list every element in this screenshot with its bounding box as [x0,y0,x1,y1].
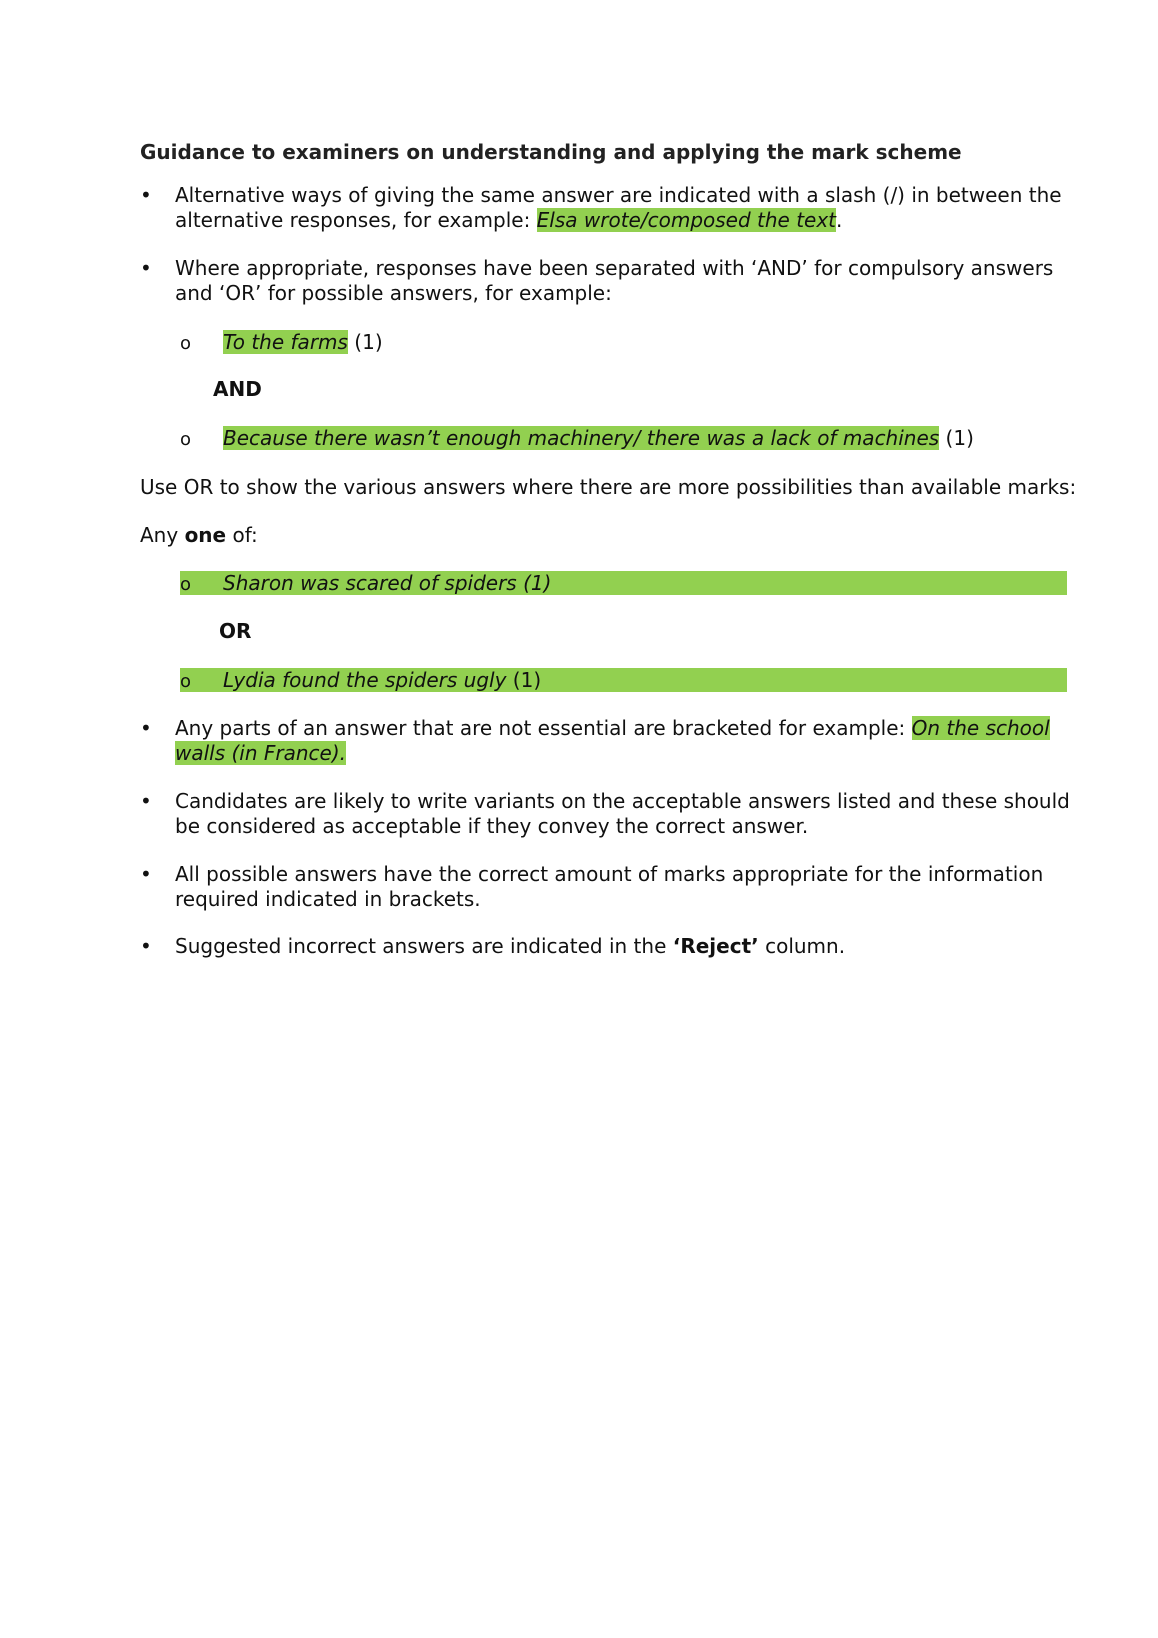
bullet-variants [140,789,1070,839]
bullet-text: Where appropriate, responses have been separated with ‘AND’ for compulsory answers and ‘OR’ for possible answers, for example: [175,256,1054,305]
bullet-text-tail: . [836,208,843,232]
guidance-heading: Guidance to examiners on understanding and applying the mark scheme [140,140,962,164]
reject-label: ‘Reject’ [672,934,759,958]
bullet-icon: • [140,183,152,207]
mark-value: (1) [506,668,542,692]
any-prefix: Any [140,523,185,547]
bullet-text: Any parts of an answer that are not essential are bracketed for example: [175,716,912,740]
and-example-item-1 [180,330,383,356]
bullet-reject-column [140,934,1070,959]
or-connector: OR [219,619,252,643]
bullet-icon: • [140,934,152,958]
circle-bullet-icon: o [180,429,192,450]
bullet-text: All possible answers have the correct amount of marks appropriate for the information required indicated in brackets. [175,862,1044,911]
bullet-icon: • [140,256,152,280]
or-example-item-2 [180,668,1067,692]
highlighted-example-continued: walls (in France). [175,741,347,765]
or-example-item-1 [180,571,1067,595]
bullet-text-tail: column. [758,934,846,958]
bullet-text: Alternative ways of giving the same answer are indicated with a slash (/) in between the alternative responses, for example: [175,183,1062,232]
highlighted-answer: To the farms [223,330,348,354]
bullet-alternative-answers [140,183,1070,233]
any-suffix: of: [226,523,258,547]
bullet-icon: • [140,789,152,813]
highlighted-answer: Sharon was scared of spiders (1) [223,571,552,595]
and-connector: AND [213,377,262,401]
bullet-and-or [140,256,1070,306]
highlighted-example: On the school [911,716,1050,740]
bullet-icon: • [140,716,152,740]
highlighted-answer: Because there wasn’t enough machinery/ there was a lack of machines [223,426,940,450]
bullet-bracketed-parts [140,716,1070,766]
mark-value: (1) [347,330,383,354]
highlighted-answer: Lydia found the spiders ugly [223,668,507,692]
circle-bullet-icon: o [180,574,192,595]
bullet-text: Suggested incorrect answers are indicated in the [175,934,673,958]
or-intro-text: Use OR to show the various answers where there are more possibilities than available marks: [140,475,1077,499]
bullet-icon: • [140,862,152,886]
any-one-of-line [140,523,258,548]
mark-value: (1) [939,426,974,450]
bullet-marks-in-brackets [140,862,1070,912]
highlighted-example: Elsa wrote/composed the text [536,208,837,232]
and-example-item-2 [180,426,974,452]
any-bold: one [184,523,227,547]
circle-bullet-icon: o [180,333,192,354]
bullet-text: Candidates are likely to write variants on the acceptable answers listed and these should be considered as acceptable if they convey the correct answer. [175,789,1070,838]
circle-bullet-icon: o [180,671,192,692]
